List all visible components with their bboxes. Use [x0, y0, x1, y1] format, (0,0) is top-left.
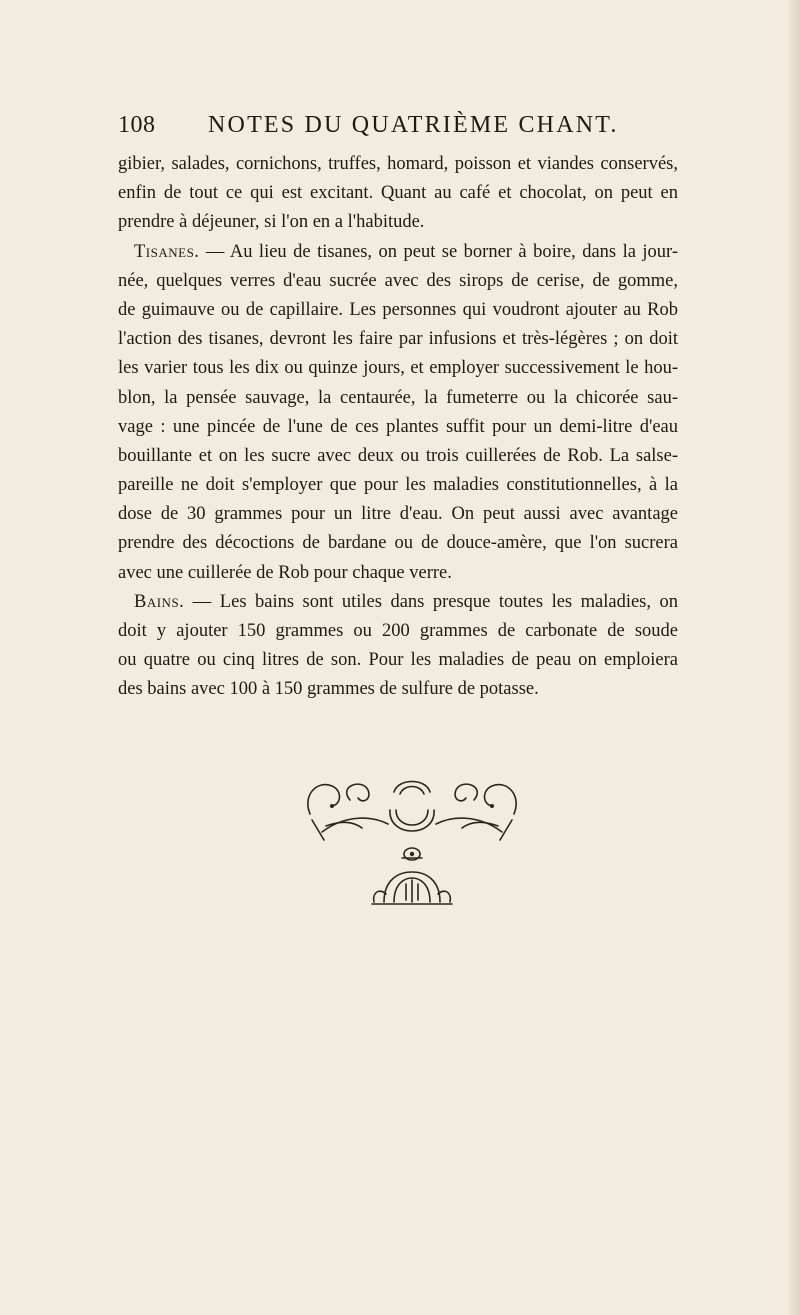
text-line: doit y ajouter 150 grammes ou 200 grammes de carbonate de soude [118, 621, 678, 641]
text-line: née, quelques verres d'eau sucrée avec des sirops de cerise, de gomme, [118, 270, 678, 291]
text-line: bouillante et on les sucre avec deux ou trois cuillerées de Rob. La salse- [118, 445, 678, 466]
text-line: prendre des décoctions de bardane ou de douce-amère, que l'on sucrera [118, 533, 678, 554]
text-line: avec une cuillerée de Rob pour chaque verre. [118, 562, 452, 583]
page-header [118, 112, 680, 144]
text-line: enfin de tout ce qui est excitant. Quant au café et chocolat, on peut en [118, 183, 678, 204]
text-line: pareille ne doit s'employer que pour les maladies constitutionnelles, à la [118, 475, 678, 496]
page-edge-shadow [786, 0, 800, 1315]
text-fragment: — Les bains sont utiles dans presque toutes les maladies, on [184, 591, 678, 612]
floral-vignette-icon [302, 780, 522, 920]
text-line: blon, la pensée sauvage, la centaurée, la fumeterre ou la chicorée sau- [118, 387, 678, 408]
text-line: vage : une pincée de l'une de ces plantes suffit pour un demi-litre d'eau [118, 416, 678, 437]
text-line: les varier tous les dix ou quinze jours, et employer successivement le hou- [118, 358, 678, 379]
text-line: dose de 30 grammes pour un litre d'eau. On peut aussi avec avantage [118, 504, 678, 525]
body-text [118, 150, 678, 705]
section-label-bains: Bains. [134, 591, 185, 612]
text-line: gibier, salades, cornichons, truffes, homard, poisson et viandes conservés, [118, 154, 678, 174]
section-label-tisanes: Tisanes. [134, 241, 200, 262]
text-line: l'action des tisanes, devront les faire par infusions et très-légères ; on doit [118, 329, 678, 350]
text-line: prendre à déjeuner, si l'on en a l'habitude. [118, 212, 425, 233]
text-line: des bains avec 100 à 150 grammes de sulfure de potasse. [118, 679, 539, 700]
running-head: NOTES DU QUATRIÈME CHANT. [208, 112, 619, 138]
text-line [118, 238, 678, 267]
text-line: de guimauve ou de capillaire. Les personnes qui voudront ajouter au Rob [118, 299, 678, 320]
text-line: ou quatre ou cinq litres de son. Pour les maladies de peau on emploiera [118, 650, 678, 671]
text-fragment: — Au lieu de tisanes, on peut se borner à boire, dans la jour- [199, 241, 678, 262]
text-line [118, 588, 678, 617]
page-number: 108 [118, 112, 156, 138]
